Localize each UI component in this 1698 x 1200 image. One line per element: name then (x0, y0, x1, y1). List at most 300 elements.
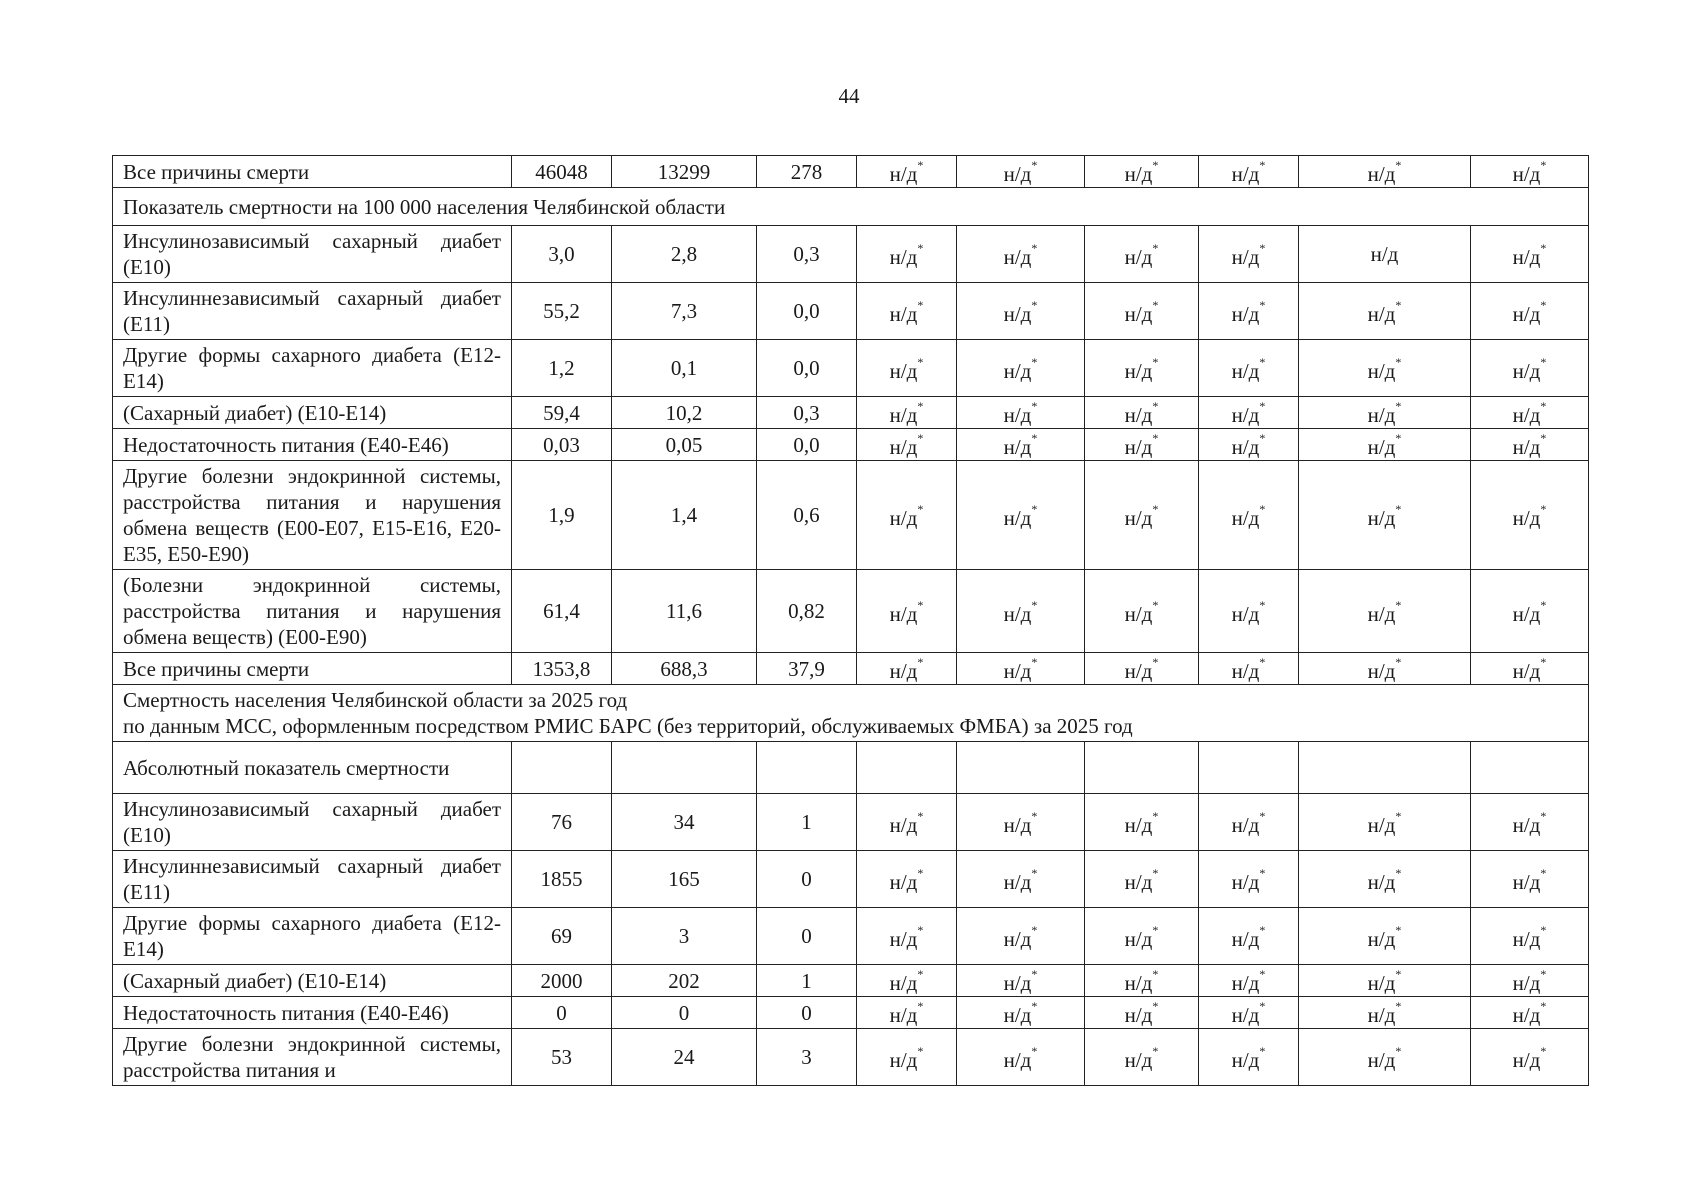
footnote-mark: * (1395, 999, 1402, 1013)
not-available-cell (857, 965, 957, 997)
footnote-mark: * (1031, 999, 1038, 1013)
not-available-text: н/д (1512, 403, 1541, 427)
not-available-text: н/д (1124, 659, 1153, 683)
not-available-cell (857, 397, 957, 429)
not-available-text: н/д (1124, 601, 1153, 626)
table-row (113, 397, 1589, 429)
not-available-text: н/д (1231, 505, 1260, 530)
not-available-text: н/д (1367, 358, 1396, 383)
footnote-mark: * (1152, 399, 1159, 413)
table-row (113, 570, 1589, 653)
not-available-text: н/д (889, 926, 918, 951)
value-cell: 0,0 (757, 429, 857, 461)
value-cell: 59,4 (512, 397, 612, 429)
footnote-mark: * (1152, 297, 1159, 312)
value-cell: 0 (612, 997, 757, 1029)
not-available-text: н/д (1231, 358, 1260, 383)
not-available-cell (1085, 397, 1199, 429)
not-available-cell (957, 794, 1085, 851)
not-available-text: н/д (1124, 435, 1153, 459)
footnote-mark: * (1395, 158, 1402, 172)
not-available-cell (1471, 156, 1589, 188)
row-label: Другие болезни эндокринной системы, расстройства питания и (113, 1029, 512, 1086)
not-available-text: н/д (1003, 869, 1032, 894)
not-available-cell (1199, 997, 1299, 1029)
not-available-cell (1299, 340, 1471, 397)
footnote-mark: * (1395, 399, 1402, 413)
table-row (113, 156, 1589, 188)
table-row (113, 653, 1589, 685)
footnote-mark: * (1031, 431, 1038, 445)
not-available-text: н/д (1124, 869, 1153, 894)
footnote-mark: * (1540, 240, 1547, 255)
footnote-mark: * (1395, 354, 1402, 369)
not-available-cell (1471, 851, 1589, 908)
value-cell: 3 (612, 908, 757, 965)
not-available-cell (1199, 397, 1299, 429)
footnote-mark: * (1259, 597, 1266, 612)
footnote-mark: * (1152, 655, 1159, 669)
value-cell: 165 (612, 851, 757, 908)
footnote-mark: * (1540, 297, 1547, 312)
not-available-text: н/д (1124, 1047, 1153, 1072)
not-available-text: н/д (889, 1047, 918, 1072)
not-available-text: н/д (1367, 1047, 1396, 1072)
footnote-mark: * (1259, 354, 1266, 369)
value-cell: 688,3 (612, 653, 757, 685)
footnote-mark: * (1259, 922, 1266, 937)
footnote-mark: * (1395, 655, 1402, 669)
not-available-cell (1471, 653, 1589, 685)
footnote-mark: * (1152, 865, 1159, 880)
empty-cell (957, 742, 1085, 794)
empty-cell (1299, 742, 1471, 794)
footnote-mark: * (1540, 431, 1547, 445)
footnote-mark: * (1031, 354, 1038, 369)
not-available-text: н/д (1231, 601, 1260, 626)
not-available-text: н/д (889, 162, 918, 186)
not-available-text: н/д (889, 301, 918, 326)
not-available-cell (857, 1029, 957, 1086)
row-label: (Сахарный диабет) (Е10-Е14) (113, 965, 512, 997)
not-available-text: н/д (1124, 358, 1153, 383)
not-available-text: н/д (1367, 403, 1396, 427)
not-available-cell (957, 429, 1085, 461)
table-row (113, 685, 1589, 742)
table-row (113, 965, 1589, 997)
not-available-text: н/д (1231, 1047, 1260, 1072)
value-cell: 55,2 (512, 283, 612, 340)
footnote-mark: * (1031, 399, 1038, 413)
footnote-mark: * (1540, 967, 1547, 981)
empty-cell (857, 742, 957, 794)
footnote-mark: * (917, 655, 924, 669)
footnote-mark: * (917, 501, 924, 516)
not-available-text: н/д (1231, 926, 1260, 951)
not-available-cell (1299, 908, 1471, 965)
not-available-text: н/д (1003, 812, 1032, 837)
table-row (113, 429, 1589, 461)
not-available-text: н/д (889, 971, 918, 995)
not-available-text: н/д (1124, 971, 1153, 995)
footnote-mark: * (1540, 1043, 1547, 1058)
not-available-text: н/д (1003, 301, 1032, 326)
value-cell: 69 (512, 908, 612, 965)
footnote-mark: * (1152, 158, 1159, 172)
not-available-text: н/д (1003, 1047, 1032, 1072)
not-available-text: н/д (1512, 435, 1541, 459)
footnote-mark: * (1395, 922, 1402, 937)
empty-cell (757, 742, 857, 794)
not-available-cell (1199, 908, 1299, 965)
not-available-text: н/д (1231, 659, 1260, 683)
not-available-cell (1471, 1029, 1589, 1086)
not-available-cell (1085, 283, 1199, 340)
not-available-text: н/д (1512, 162, 1541, 186)
not-available-cell (957, 1029, 1085, 1086)
footnote-mark: * (917, 808, 924, 823)
footnote-mark: * (1259, 158, 1266, 172)
value-cell: 3 (757, 1029, 857, 1086)
not-available-text: н/д (1231, 971, 1260, 995)
footnote-mark: * (1152, 501, 1159, 516)
not-available-cell (1199, 429, 1299, 461)
not-available-cell (1085, 1029, 1199, 1086)
footnote-mark: * (1259, 967, 1266, 981)
footnote-mark: * (1259, 1043, 1266, 1058)
footnote-mark: * (1031, 240, 1038, 255)
value-cell: 0 (512, 997, 612, 1029)
value-cell: 0,3 (757, 397, 857, 429)
not-available-cell (1299, 461, 1471, 570)
not-available-cell (957, 397, 1085, 429)
row-label: Все причины смерти (113, 653, 512, 685)
not-available-text: н/д (1231, 403, 1260, 427)
footnote-mark: * (1152, 597, 1159, 612)
not-available-text: н/д (1512, 601, 1541, 626)
footnote-mark: * (917, 922, 924, 937)
row-label: Инсулинозависимый сахарный диабет (Е10) (113, 226, 512, 283)
not-available-cell (1299, 851, 1471, 908)
value-cell: 0,3 (757, 226, 857, 283)
not-available-text: н/д (889, 358, 918, 383)
table-body (113, 156, 1589, 1086)
table-row (113, 908, 1589, 965)
empty-cell (512, 742, 612, 794)
footnote-mark: * (1259, 399, 1266, 413)
not-available-text: н/д (1367, 926, 1396, 951)
value-cell: 2000 (512, 965, 612, 997)
not-available-cell (957, 570, 1085, 653)
footnote-mark: * (917, 399, 924, 413)
not-available-cell (857, 997, 957, 1029)
not-available-text: н/д (1003, 435, 1032, 459)
footnote-mark: * (1395, 597, 1402, 612)
footnote-mark: * (1152, 1043, 1159, 1058)
not-available-text: н/д (1124, 1003, 1153, 1027)
value-cell: 1353,8 (512, 653, 612, 685)
not-available-cell (1299, 997, 1471, 1029)
value-cell: 76 (512, 794, 612, 851)
not-available-cell (857, 794, 957, 851)
not-available-cell (1199, 1029, 1299, 1086)
section-header: Смертность населения Челябинской области за 2025 год по данным МСС, оформленным посредством РМИС БАРС (без территорий, обслуживаемых ФМБА) за 2025 год (113, 685, 1589, 742)
footnote-mark: * (1031, 865, 1038, 880)
footnote-mark: * (1540, 865, 1547, 880)
footnote-mark: * (1395, 501, 1402, 516)
footnote-mark: * (1259, 808, 1266, 823)
not-available-cell (1085, 851, 1199, 908)
not-available-cell (1085, 429, 1199, 461)
row-label: Другие формы сахарного диабета (Е12-Е14) (113, 340, 512, 397)
footnote-mark: * (1395, 1043, 1402, 1058)
not-available-text: н/д (889, 403, 918, 427)
not-available-cell (1199, 461, 1299, 570)
not-available-text: н/д (1512, 244, 1541, 269)
value-cell: 61,4 (512, 570, 612, 653)
table-row (113, 794, 1589, 851)
not-available-cell (1299, 156, 1471, 188)
not-available-cell (1085, 965, 1199, 997)
not-available-text: н/д (889, 812, 918, 837)
footnote-mark: * (917, 158, 924, 172)
row-label: Все причины смерти (113, 156, 512, 188)
not-available-cell (1471, 997, 1589, 1029)
value-cell: 202 (612, 965, 757, 997)
page-number: 44 (838, 84, 860, 108)
not-available-text: н/д (1367, 659, 1396, 683)
not-available-cell (1199, 226, 1299, 283)
footnote-mark: * (1031, 501, 1038, 516)
footnote-mark: * (1031, 597, 1038, 612)
row-label: Абсолютный показатель смертности (113, 742, 512, 794)
not-available-cell (1471, 461, 1589, 570)
not-available-text: н/д (1512, 358, 1541, 383)
not-available-text: н/д (1370, 242, 1399, 266)
footnote-mark: * (917, 1043, 924, 1058)
not-available-cell (1299, 1029, 1471, 1086)
table-row (113, 851, 1589, 908)
not-available-cell (957, 851, 1085, 908)
not-available-text: н/д (1367, 971, 1396, 995)
not-available-cell (857, 851, 957, 908)
footnote-mark: * (1152, 808, 1159, 823)
not-available-cell (1299, 397, 1471, 429)
row-label: (Сахарный диабет) (Е10-Е14) (113, 397, 512, 429)
not-available-cell (1085, 340, 1199, 397)
footnote-mark: * (1540, 501, 1547, 516)
not-available-cell (1299, 653, 1471, 685)
footnote-mark: * (1540, 399, 1547, 413)
not-available-cell (1085, 461, 1199, 570)
not-available-text: н/д (889, 244, 918, 269)
not-available-cell (1085, 226, 1199, 283)
section-header: Показатель смертности на 100 000 населения Челябинской области (113, 188, 1589, 226)
not-available-cell (857, 570, 957, 653)
footnote-mark: * (1152, 999, 1159, 1013)
mortality-table (112, 155, 1589, 1086)
not-available-cell (1471, 340, 1589, 397)
not-available-text: н/д (1124, 505, 1153, 530)
not-available-text: н/д (1003, 162, 1032, 186)
footnote-mark: * (1259, 999, 1266, 1013)
not-available-text: н/д (1367, 812, 1396, 837)
footnote-mark: * (1540, 655, 1547, 669)
not-available-text: н/д (1231, 1003, 1260, 1027)
footnote-mark: * (1152, 354, 1159, 369)
not-available-text: н/д (889, 659, 918, 683)
value-cell: 1,4 (612, 461, 757, 570)
not-available-cell (1299, 429, 1471, 461)
not-available-cell (1085, 908, 1199, 965)
value-cell: 3,0 (512, 226, 612, 283)
not-available-text: н/д (1124, 926, 1153, 951)
not-available-text: н/д (889, 505, 918, 530)
footnote-mark: * (1031, 158, 1038, 172)
value-cell: 0,1 (612, 340, 757, 397)
not-available-cell (957, 156, 1085, 188)
footnote-mark: * (917, 431, 924, 445)
not-available-cell (957, 997, 1085, 1029)
footnote-mark: * (1031, 922, 1038, 937)
table-row (113, 283, 1589, 340)
value-cell: 10,2 (612, 397, 757, 429)
not-available-cell (857, 653, 957, 685)
not-available-text: н/д (1124, 244, 1153, 269)
table-row (113, 461, 1589, 570)
not-available-text: н/д (1124, 301, 1153, 326)
not-available-cell (1471, 283, 1589, 340)
row-label: Инсулиннезависимый сахарный диабет (Е11) (113, 851, 512, 908)
value-cell: 0,0 (757, 283, 857, 340)
value-cell: 37,9 (757, 653, 857, 685)
table-row (113, 226, 1589, 283)
not-available-cell (1199, 965, 1299, 997)
not-available-text: н/д (1367, 505, 1396, 530)
footnote-mark: * (1031, 655, 1038, 669)
not-available-text: н/д (1512, 505, 1541, 530)
not-available-text: н/д (1003, 403, 1032, 427)
footnote-mark: * (1259, 865, 1266, 880)
not-available-text: н/д (1367, 601, 1396, 626)
value-cell: 0 (757, 908, 857, 965)
not-available-cell (1199, 794, 1299, 851)
value-cell: 11,6 (612, 570, 757, 653)
footnote-mark: * (1031, 808, 1038, 823)
footnote-mark: * (917, 354, 924, 369)
not-available-cell (1299, 794, 1471, 851)
not-available-cell (957, 461, 1085, 570)
not-available-text: н/д (1367, 162, 1396, 186)
value-cell: 0,0 (757, 340, 857, 397)
footnote-mark: * (1395, 808, 1402, 823)
not-available-text: н/д (1003, 659, 1032, 683)
not-available-text: н/д (1512, 869, 1541, 894)
value-cell: 53 (512, 1029, 612, 1086)
not-available-cell (957, 226, 1085, 283)
footnote-mark: * (1540, 999, 1547, 1013)
not-available-cell (957, 283, 1085, 340)
footnote-mark: * (917, 999, 924, 1013)
value-cell: 0,6 (757, 461, 857, 570)
footnote-mark: * (1152, 922, 1159, 937)
not-available-text: н/д (1512, 1003, 1541, 1027)
footnote-mark: * (1031, 297, 1038, 312)
not-available-cell (1471, 908, 1589, 965)
not-available-text: н/д (1231, 162, 1260, 186)
footnote-mark: * (1395, 865, 1402, 880)
row-label: Недостаточность питания (Е40-Е46) (113, 997, 512, 1029)
not-available-cell (1085, 653, 1199, 685)
row-label: Другие формы сахарного диабета (Е12-Е14) (113, 908, 512, 965)
footnote-mark: * (1540, 808, 1547, 823)
value-cell: 0 (757, 851, 857, 908)
footnote-mark: * (1152, 431, 1159, 445)
footnote-mark: * (1259, 431, 1266, 445)
not-available-text: н/д (889, 435, 918, 459)
value-cell: 0,05 (612, 429, 757, 461)
not-available-text: н/д (1231, 435, 1260, 459)
not-available-text: н/д (1367, 869, 1396, 894)
not-available-text: н/д (1512, 926, 1541, 951)
footnote-mark: * (917, 297, 924, 312)
not-available-text: н/д (1124, 812, 1153, 837)
not-available-cell (1199, 653, 1299, 685)
value-cell: 0,82 (757, 570, 857, 653)
not-available-cell (1471, 429, 1589, 461)
table-row (113, 742, 1589, 794)
not-available-cell (1199, 283, 1299, 340)
value-cell: 278 (757, 156, 857, 188)
value-cell: 1,2 (512, 340, 612, 397)
not-available-cell (1085, 794, 1199, 851)
not-available-cell (1085, 997, 1199, 1029)
not-available-cell (1471, 570, 1589, 653)
not-available-cell (1299, 570, 1471, 653)
footnote-mark: * (1395, 431, 1402, 445)
footnote-mark: * (917, 240, 924, 255)
not-available-text: н/д (1231, 301, 1260, 326)
not-available-cell (857, 226, 957, 283)
not-available-cell (957, 340, 1085, 397)
not-available-cell (957, 653, 1085, 685)
value-cell: 34 (612, 794, 757, 851)
not-available-text: н/д (1003, 505, 1032, 530)
not-available-cell (1299, 226, 1471, 283)
footnote-mark: * (917, 597, 924, 612)
not-available-text: н/д (1003, 601, 1032, 626)
not-available-cell (1471, 397, 1589, 429)
not-available-cell (857, 461, 957, 570)
not-available-text: н/д (1003, 926, 1032, 951)
not-available-text: н/д (1231, 869, 1260, 894)
footnote-mark: * (1395, 297, 1402, 312)
not-available-text: н/д (1512, 659, 1541, 683)
footnote-mark: * (1031, 1043, 1038, 1058)
table-row (113, 997, 1589, 1029)
not-available-text: н/д (1124, 403, 1153, 427)
value-cell: 1,9 (512, 461, 612, 570)
value-cell: 13299 (612, 156, 757, 188)
not-available-cell (1299, 283, 1471, 340)
row-label: Инсулиннезависимый сахарный диабет (Е11) (113, 283, 512, 340)
not-available-cell (1471, 794, 1589, 851)
value-cell: 1 (757, 794, 857, 851)
footnote-mark: * (1152, 967, 1159, 981)
footnote-mark: * (1259, 501, 1266, 516)
value-cell: 1 (757, 965, 857, 997)
row-label: Недостаточность питания (Е40-Е46) (113, 429, 512, 461)
